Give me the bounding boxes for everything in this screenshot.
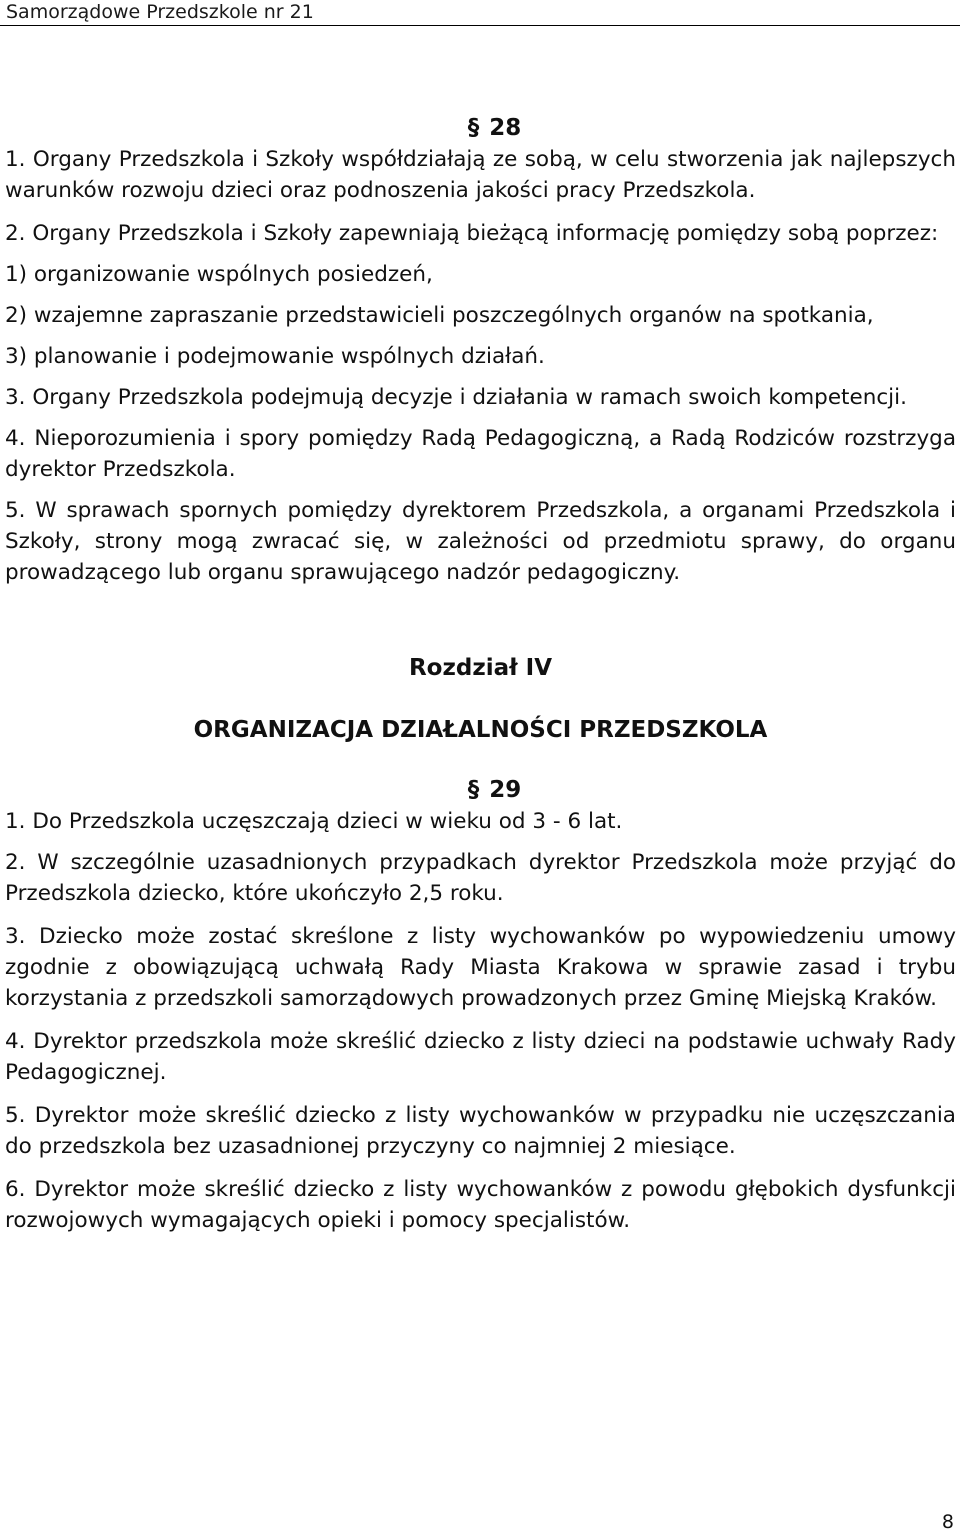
running-header (0, 0, 960, 26)
chapter-title: ORGANIZACJA DZIAŁALNOŚCI PRZEDSZKOLA (193, 717, 768, 743)
header-title: Samorządowe Przedszkole nr 21 (6, 1, 314, 23)
page-number: 8 (941, 1511, 954, 1533)
paragraph: 5. Dyrektor może skreślić dziecko z listy wychowanków w przypadku nie uczęszczania do przedszkola bez uzasadnionej przyczyny co najmniej 2 miesiące. (5, 1103, 956, 1159)
paragraph: 3. Organy Przedszkola podejmują decyzje i działania w ramach swoich kompetencji. (5, 385, 907, 410)
section-number: 29 (489, 777, 522, 803)
paragraph: 2. Organy Przedszkola i Szkoły zapewniają bieżącą informację pomiędzy sobą poprzez: (5, 221, 939, 246)
list-item: 2) wzajemne zapraszanie przedstawicieli poszczególnych organów na spotkania, (5, 303, 874, 328)
list-item: 3) planowanie i podejmowanie wspólnych działań. (5, 344, 545, 369)
list-item: 1) organizowanie wspólnych posiedzeń, (5, 262, 433, 287)
section-symbol: § (467, 115, 480, 141)
paragraph: 4. Nieporozumienia i spory pomiędzy Radą Pedagogiczną, a Radą Rodziców rozstrzyga dyrektor Przedszkola. (5, 426, 956, 482)
paragraph: 6. Dyrektor może skreślić dziecko z listy wychowanków z powodu głębokich dysfunkcji rozwojowych wymagających opieki i pomocy specjalistów. (5, 1177, 956, 1233)
chapter-number: Rozdział IV (408, 655, 553, 681)
document-body (5, 112, 956, 1248)
paragraph: 2. W szczególnie uzasadnionych przypadkach dyrektor Przedszkola może przyjąć do Przedszkola dziecko, które ukończyło 2,5 roku. (5, 850, 956, 906)
paragraph: 1. Organy Przedszkola i Szkoły współdziałają ze sobą, w celu stworzenia jak najlepszych warunków rozwoju dzieci oraz podnoszenia jakości pracy Przedszkola. (5, 147, 956, 203)
paragraph: 3. Dziecko może zostać skreślone z listy wychowanków po wypowiedzeniu umowy zgodnie z obowiązującą uchwałą Rady Miasta Krakowa w sprawie zasad i trybu korzystania z przedszkoli samorządowych prowadzonych przez Gminę Miejską Kraków. (5, 924, 956, 1011)
paragraph: 1. Do Przedszkola uczęszczają dzieci w wieku od 3 - 6 lat. (5, 809, 623, 834)
paragraph: 4. Dyrektor przedszkola może skreślić dziecko z listy dzieci na podstawie uchwały Rady Pedagogicznej. (5, 1029, 956, 1085)
section-number: 28 (489, 115, 522, 141)
section-symbol: § (467, 777, 480, 803)
section-heading-28 (5, 112, 956, 144)
section-heading-29 (5, 774, 956, 806)
paragraph: 5. W sprawach spornych pomiędzy dyrektorem Przedszkola, a organami Przedszkola i Szkoły, strony mogą zwracać się, w zależności od przedmiotu sprawy, do organu prowadzącego lub organu sprawującego nadzór pedagogiczny. (5, 498, 956, 585)
